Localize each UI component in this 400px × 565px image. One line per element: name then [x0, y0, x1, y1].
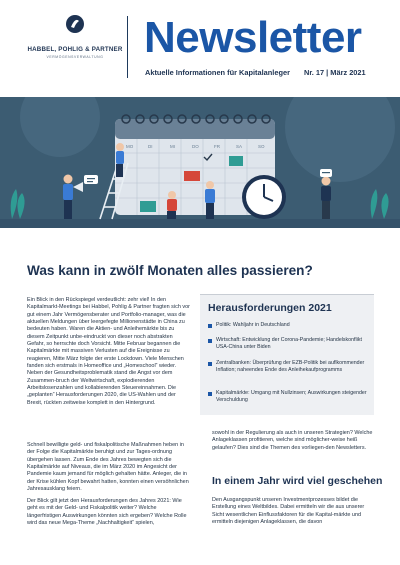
challenges-list-item: [208, 360, 372, 374]
header-divider: [127, 16, 128, 78]
speech-bubble-icon: [84, 175, 98, 184]
bullet-square-icon: [208, 339, 212, 343]
calendar-marked-day: [140, 201, 156, 212]
list-item-text: Kapitalmärkte: Umgang mit Nullzinsen; Auswirkungen steigender Verschuldung: [216, 390, 367, 404]
weekday-label: DI: [148, 144, 153, 149]
article-paragraph: Schnell bewilligte geld- und fiskalpolitische Maßnahmen heben in der Folge die Kapitalmärkte beruhigt und zur Tages-ordnung übergehen lassen. Zum Ende des Jahres bewegten sich die Kapitalmärkte auf Niveaus, die im März 2020 im Angesicht der Pandemie kaum jemand für möglich gehalten hätte. Anleger, die in der Krise kühlen Kopf bewahrt hatten, konnten einen versöhnlichen Jahresausklang feiern.: [27, 442, 189, 493]
article-paragraph: sowohl in der Regulierung als auch in unseren Strategien? Welche Anlageklassen profitieren, welche sind möglicher-weise heiß gelaufen? Dies sind die Themen des vorliegen-den Newsletters.: [212, 430, 373, 451]
bullet-square-icon: [208, 392, 212, 396]
brand-subline: VERMÖGENSVERWALTUNG: [46, 55, 104, 59]
weekday-label: FR: [214, 144, 220, 149]
speech-bubble-icon: [320, 169, 332, 177]
weekday-label: MI: [170, 144, 175, 149]
challenges-list-item: [208, 390, 372, 404]
bullet-square-icon: [208, 362, 212, 366]
list-item-text: Wirtschaft: Entwicklung der Corona-Pandemie; Handelskonflikt USA-China unter Biden: [216, 337, 362, 351]
challenges-list-item: [208, 337, 372, 351]
person-with-phone: [321, 177, 331, 220]
article-paragraph: Der Blick gilt jetzt den Herausforderungen des Jahres 2021: Wie geht es mit der Geld- und Fiskalpolitik weiter? Welche längerfristigen Auswirkungen könnten sich ergeben? Welche Rolle wird das neue Mega-Theme „Nachhaltigkeit“ spielen,: [27, 498, 187, 527]
issue-number: Nr. 17 | März 2021: [304, 68, 366, 77]
hero-illustration: [0, 97, 400, 228]
brand-name: HABBEL, POHLIG & PARTNER: [27, 46, 123, 53]
weekday-label: MO: [126, 144, 134, 149]
calendar-marked-day: [229, 156, 243, 166]
challenges-list-item: [208, 322, 372, 329]
person-with-megaphone: [63, 175, 83, 220]
newsletter-subtitle: Aktuelle Informationen für Kapitalanleger: [145, 68, 290, 77]
company-logo-icon: [65, 14, 85, 34]
person-with-pencil: [167, 191, 177, 219]
person-on-ladder: [116, 143, 124, 177]
list-item-text: Zentralbanken: Überprüfung der EZB-Politik bei auflkommender Inflation; naheendes Ende des Anleihekaufprogramms: [216, 360, 365, 374]
article-paragraph: Ein Blick in den Rückspiegel verdeutlicht: zehr viel! In den Kapitalmarkt-Meetings bei Habbel, Pohlig & Partner fragten sich vor gut einem Jahr Vermögensberater und Portfolio-manager, was die aktuellen Meldungen über leergefegte Millionenstädte in China zu bedeuten haben. Waren die Aktien- und Anleihemärkte bis zu diesem Zeitpunkt unbe-eindruckt von dieser noch abstrakten Gefahr, so herrschte doch Vorsicht. Mitte Februar begannen die Kapitalmärkte mit massiven Verlusten auf die Ereignisse zu reagieren, Mitte März folgte der erste Lockdown. Viele Menschen fanden sich erstmals in Homeoffice und „Homeschool“ wieder. Neben der Gesundheitsproblematik stand die Angst vor dem Zusammen-bruch der Weltwirtschaft, explodierenden Arbeitslosenzahlen und kollabierenden Steuereinnahmen. Die „geplanten“ Herausforderungen 2020, die US-Wahlen und der Brexit, rückten zeitweise komplett in den Hintergrund.: [27, 297, 190, 406]
weekday-label: SA: [236, 144, 243, 149]
background-blob: [285, 97, 395, 182]
article-paragraph: Den Ausgangspunkt unseren Investmentprozesses bildet die Erstellung eines Weltbildes. Dabei ermitteln wir die aus unserer Sicht wesentlichen Einflussfaktoren für die Kapital-märkte und ermitteln diejenigen Anlageklassen, die davon: [212, 497, 365, 526]
section-heading: In einem Jahr wird viel geschehen: [212, 475, 383, 487]
article-headline: Was kann in zwölf Monaten alles passieren?: [27, 263, 313, 278]
weekday-label: DO: [192, 144, 199, 149]
megaphone-icon: [73, 182, 83, 192]
list-item-text: Politik: Wahljahr in Deutschland: [216, 322, 290, 328]
newsletter-title: Newsletter: [144, 13, 362, 62]
weekday-label: SO: [258, 144, 265, 149]
calendar-scene: [0, 97, 400, 228]
clock-icon: [242, 175, 286, 219]
calendar-marked-day: [184, 171, 200, 181]
background-blob: [20, 97, 100, 157]
ground: [0, 219, 400, 228]
person-pointing: [205, 181, 215, 219]
challenges-box-title: Herausforderungen 2021: [208, 302, 332, 314]
bullet-square-icon: [208, 324, 212, 328]
